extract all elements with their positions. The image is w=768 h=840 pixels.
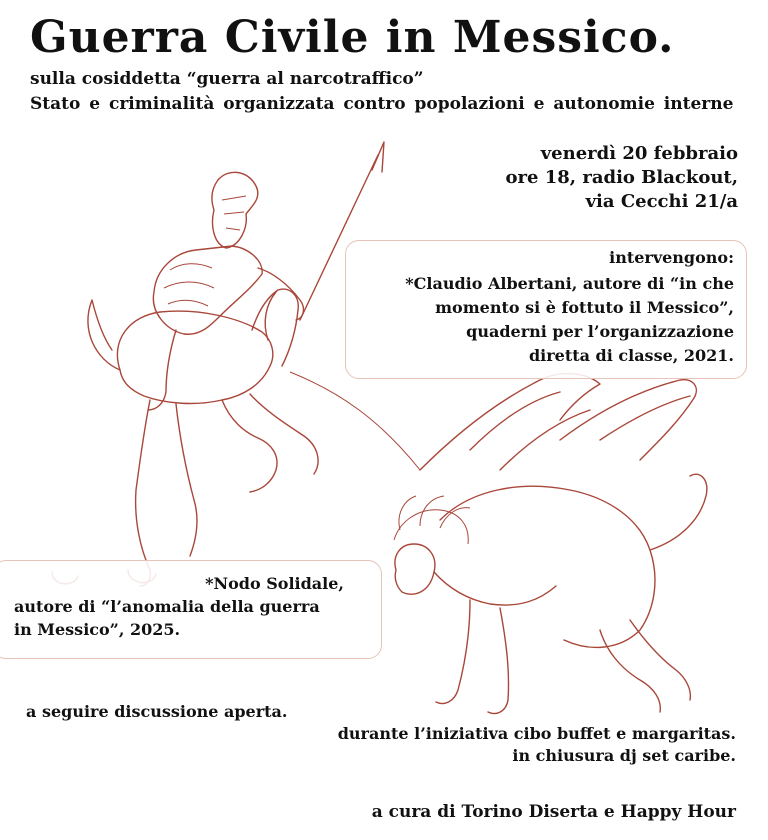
speaker-2-line-2: autore di “l’anomalia della guerra — [14, 597, 320, 616]
speaker-2 — [14, 572, 364, 641]
speakers-heading: intervengono: — [609, 248, 734, 267]
event-details — [506, 142, 738, 214]
event-address: via Cecchi 21/a — [585, 191, 738, 212]
credits: a cura di Torino Diserta e Happy Hour — [371, 802, 736, 822]
speaker-1-line-4: diretta di classe, 2021. — [528, 346, 734, 365]
poster-subtitle-1: sulla cosiddetta “guerra al narcotraffico” — [30, 69, 424, 89]
after-line-1: a seguire discussione aperta. — [26, 702, 288, 721]
speaker-1-line-3: quaderni per l’organizzazione — [466, 322, 734, 341]
speaker-1 — [362, 272, 734, 368]
event-time-place: ore 18, radio Blackout, — [505, 167, 738, 188]
speaker-2-line-3: in Messico”, 2025. — [14, 620, 181, 639]
speaker-2-line-1: *Nodo Solidale, — [205, 574, 344, 593]
winged-beast-illustration — [394, 374, 707, 714]
speaker-1-line-1: *Claudio Albertani, autore di “in che — [405, 274, 734, 293]
speaker-1-line-2: momento si è fottuto il Messico”, — [435, 298, 734, 317]
event-date: venerdì 20 febbraio — [540, 143, 738, 164]
poster-title: Guerra Civile in Messico. — [30, 12, 675, 63]
after-line-3: in chiusura dj set caribe. — [512, 746, 736, 765]
poster-subtitle-2: Stato e criminalità organizzata contro popolazioni e autonomie interne — [30, 94, 734, 114]
after-line-2: durante l’iniziativa cibo buffet e margaritas. — [337, 724, 736, 743]
